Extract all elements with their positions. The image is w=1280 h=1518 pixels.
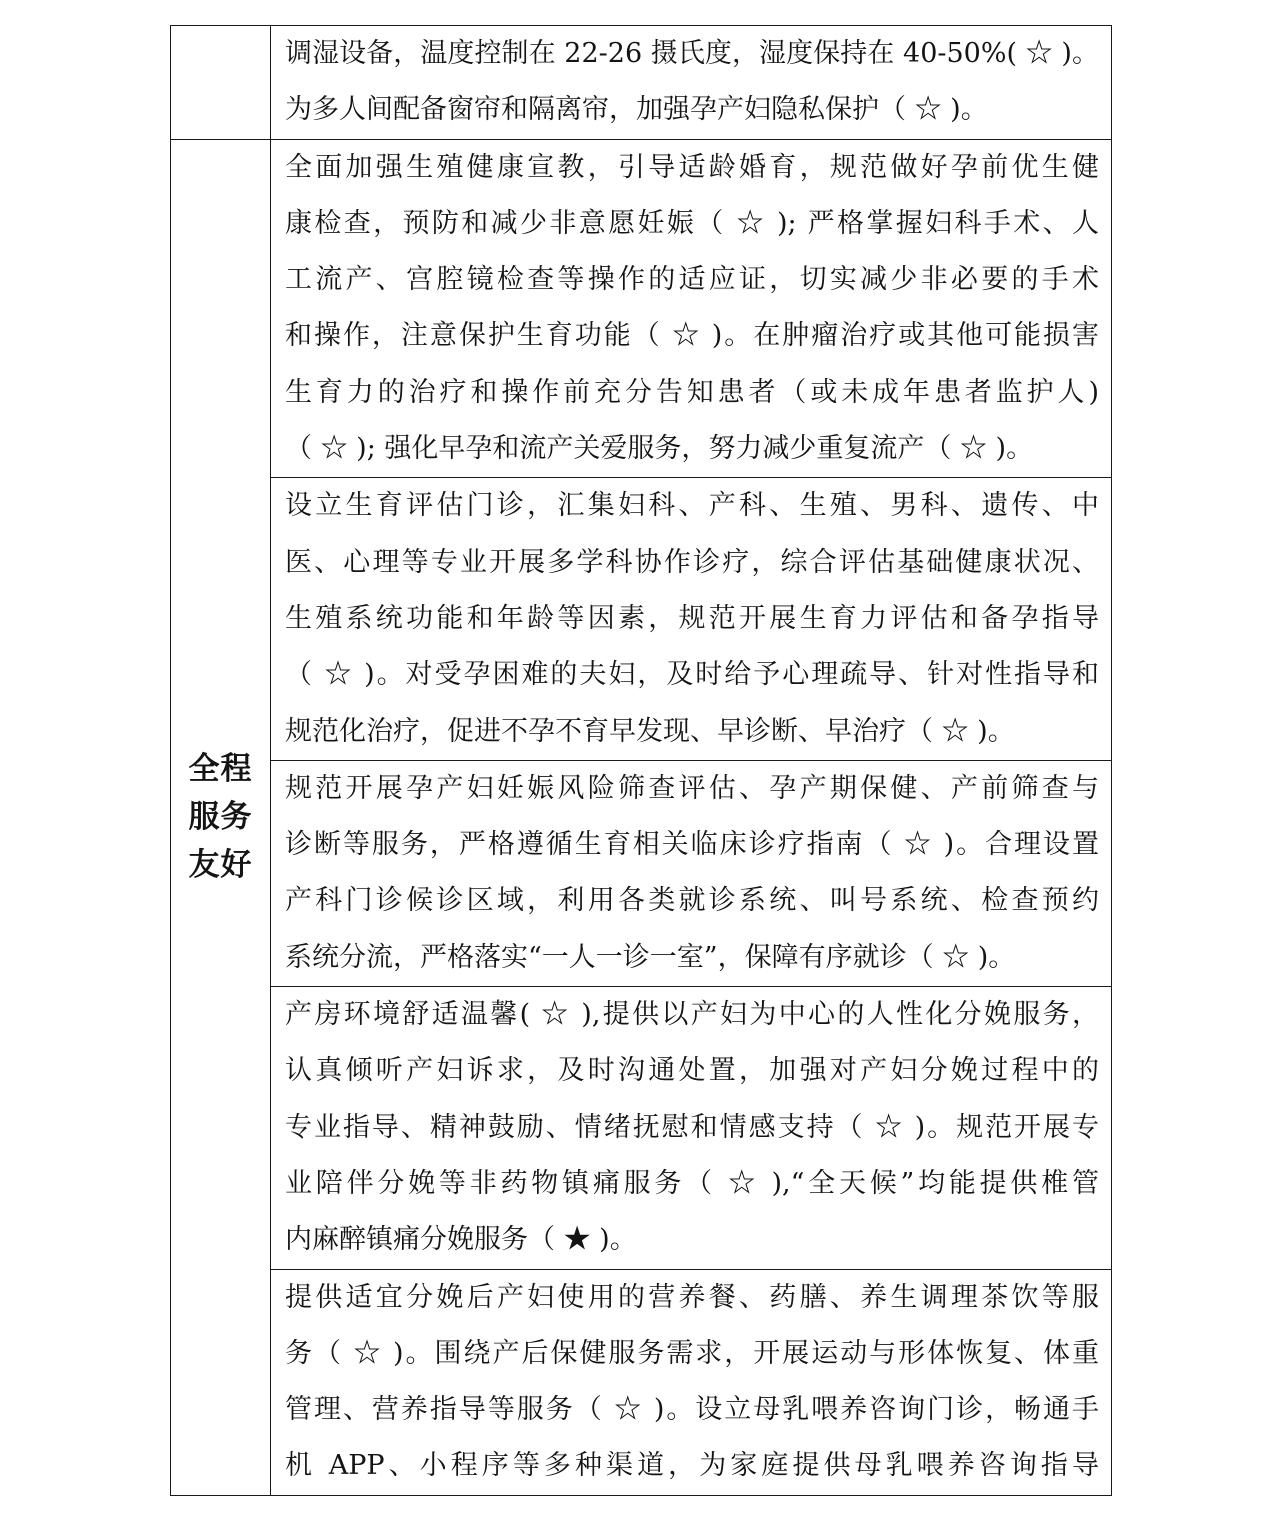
requirement-cell	[271, 1269, 1112, 1495]
text-line: （ ☆ )。对受孕困难的夫妇，及时给予心理疏导、针对性指导和	[285, 659, 1099, 691]
text-line: 和操作，注意保护生育功能（ ☆ )。在肿瘤治疗或其他可能损害	[285, 320, 1099, 352]
text-line: 产房环境舒适温馨( ☆ ),提供以产妇为中心的人性化分娩服务，	[285, 999, 1099, 1031]
text-line: 系统分流，严格落实“一人一诊一室”，保障有序就诊（ ☆ )。	[285, 941, 1016, 973]
text-line: 业陪伴分娩等非药物镇痛服务（ ☆ ),“全天候”均能提供椎管	[285, 1167, 1099, 1199]
table-row	[171, 26, 1112, 140]
requirement-cell	[271, 478, 1112, 760]
table-row	[171, 760, 1112, 986]
text-line: 全面加强生殖健康宣教，引导适龄婚育，规范做好孕前优生健	[285, 151, 1099, 183]
category-label-line: 全程	[188, 751, 253, 788]
category-label-line: 友好	[188, 847, 253, 884]
text-line: 务（ ☆ )。围绕产后保健服务需求，开展运动与形体恢复、体重	[285, 1337, 1099, 1369]
text-line: 认真倾听产妇诉求，及时沟通处置，加强对产妇分娩过程中的	[285, 1055, 1099, 1087]
standards-table	[170, 25, 1112, 1496]
text-line: 产科门诊候诊区域，利用各类就诊系统、叫号系统、检查预约	[285, 885, 1099, 917]
text-line: 机 APP、小程序等多种渠道，为家庭提供母乳喂养咨询指导	[285, 1450, 1099, 1482]
text-line: 工流产、宫腔镜检查等操作的适应证，切实减少非必要的手术	[285, 264, 1099, 296]
table-row	[171, 478, 1112, 760]
table-row	[171, 139, 1112, 478]
requirement-cell	[271, 760, 1112, 986]
table-row	[171, 987, 1112, 1269]
category-cell	[171, 139, 271, 1495]
text-line: （ ☆ ); 强化早孕和流产关爱服务，努力减少重复流产（ ☆ )。	[285, 433, 1034, 465]
text-line: 规范化治疗，促进不孕不育早发现、早诊断、早治疗（ ☆ )。	[285, 715, 1015, 747]
text-line: 规范开展孕产妇妊娠风险筛查评估、孕产期保健、产前筛查与	[285, 772, 1099, 804]
table-row	[171, 1269, 1112, 1495]
text-line: 调湿设备，温度控制在 22-26 摄氏度，湿度保持在 40-50%( ☆ )。	[285, 38, 1099, 69]
text-line: 设立生育评估门诊，汇集妇科、产科、生殖、男科、遗传、中	[285, 490, 1099, 522]
requirement-cell	[271, 987, 1112, 1269]
requirement-cell	[271, 139, 1112, 478]
text-line: 为多人间配备窗帘和隔离帘，加强孕产妇隐私保护（ ☆ )。	[285, 94, 988, 126]
text-line: 管理、营养指导等服务（ ☆ )。设立母乳喂养咨询门诊，畅通手	[285, 1394, 1099, 1426]
text-line: 专业指导、精神鼓励、情绪抚慰和情感支持（ ☆ )。规范开展专	[285, 1111, 1099, 1143]
category-cell-empty	[171, 26, 271, 140]
text-line: 提供适宜分娩后产妇使用的营养餐、药膳、养生调理茶饮等服	[285, 1281, 1099, 1313]
text-line: 生殖系统功能和年龄等因素，规范开展生育力评估和备孕指导	[285, 602, 1099, 634]
text-line: 内麻醉镇痛分娩服务（ ★ )。	[285, 1224, 637, 1256]
category-label-line: 服务	[188, 799, 253, 836]
text-line: 医、心理等专业开展多学科协作诊疗，综合评估基础健康状况、	[285, 546, 1099, 578]
requirement-cell	[271, 26, 1112, 140]
text-line: 康检查，预防和减少非意愿妊娠（ ☆ ); 严格掌握妇科手术、人	[285, 207, 1099, 239]
text-line: 诊断等服务，严格遵循生育相关临床诊疗指南（ ☆ )。合理设置	[285, 829, 1099, 861]
text-line: 生育力的治疗和操作前充分告知患者（或未成年患者监护人)	[285, 376, 1099, 408]
